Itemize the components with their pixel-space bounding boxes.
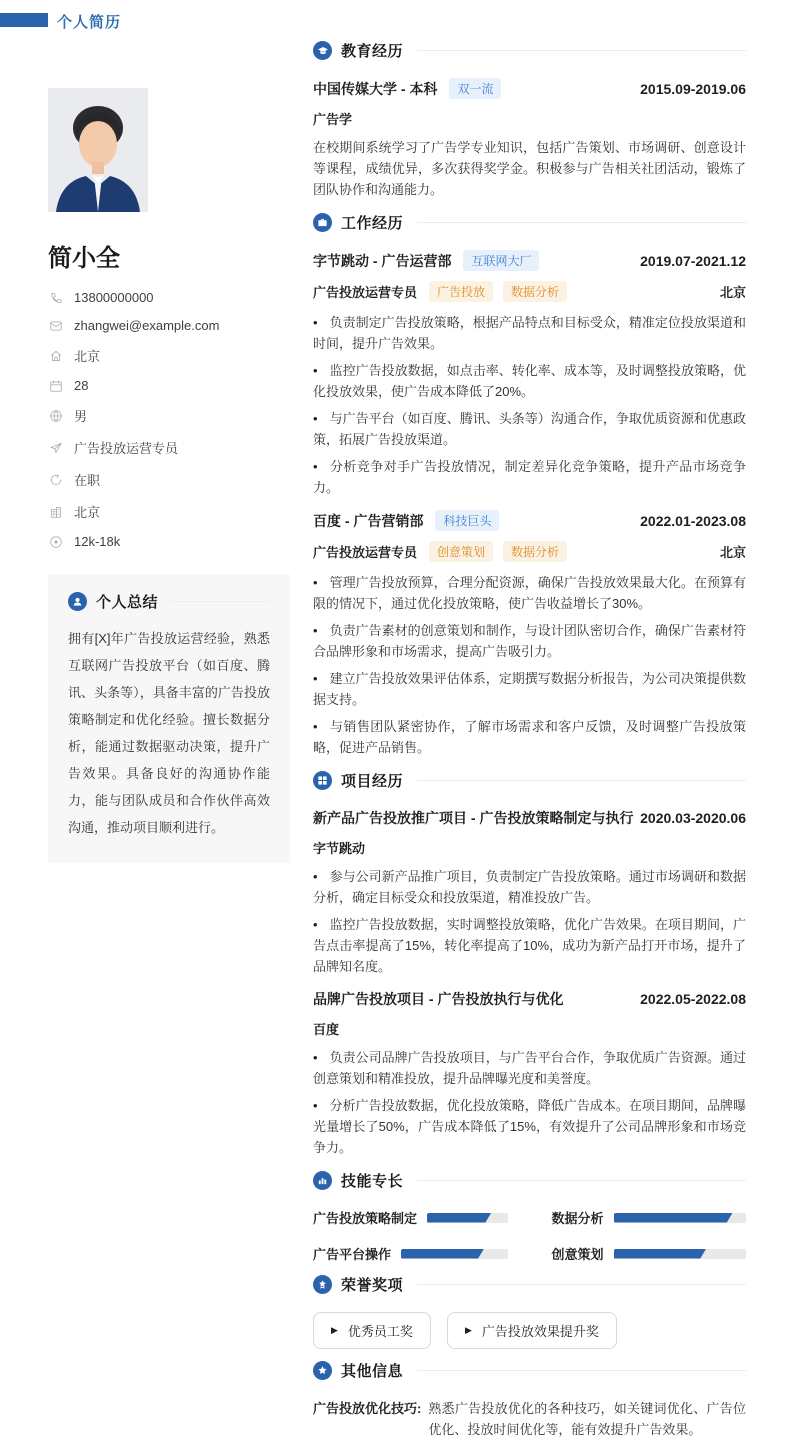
contact-value: zhangwei@example.com — [74, 318, 220, 333]
award-badge — [447, 1312, 617, 1349]
project-bullet: • 监控广告投放数据，实时调整投放策略，优化广告效果。在项目期间，广告点击率提高了15%，转化率提高了10%，成功为新产品打开市场，提升了品牌知名度。 — [313, 914, 746, 977]
building-icon — [48, 504, 63, 519]
project-bullet: • 参与公司新产品推广项目，负责制定广告投放策略。通过市场调研和数据分析，确定目标受众和投放渠道，精准投放广告。 — [313, 866, 746, 908]
bar-chart-icon — [313, 1171, 332, 1190]
divider — [417, 1180, 746, 1181]
major: 广告学 — [313, 112, 353, 127]
project-header — [313, 808, 746, 828]
skill-progress-fill — [614, 1213, 733, 1223]
profile-photo — [48, 88, 148, 212]
skill-label: 广告投放策略制定 — [313, 1211, 418, 1226]
project-name: 新产品广告投放推广项目 - 广告投放策略制定与执行 — [313, 810, 634, 826]
divider — [417, 780, 746, 781]
job-header — [313, 510, 746, 531]
play-icon: ▶ — [464, 1325, 472, 1335]
job-header — [313, 250, 746, 271]
divider — [417, 50, 746, 51]
skill-progress-track — [401, 1249, 507, 1259]
section-education — [313, 40, 746, 200]
person-icon — [68, 592, 87, 611]
award-label: 广告投放效果提升奖 — [481, 1324, 599, 1339]
company-tag: 互联网大厂 — [463, 250, 539, 271]
award-badge — [313, 1312, 431, 1349]
job-location: 北京 — [719, 545, 746, 560]
school-name: 中国传媒大学 - 本科 — [313, 80, 438, 97]
job-role: 广告投放运营专员 — [313, 545, 418, 560]
position-icon — [48, 440, 63, 455]
job-bullet: • 负责广告素材的创意策划和制作，与设计团队密切合作，确保广告素材符合品牌形象和市场需求，提高广告吸引力。 — [313, 620, 746, 662]
education-entry — [313, 78, 746, 200]
job-bullet: • 与销售团队紧密协作，了解市场需求和客户反馈，及时调整广告投放策略，促进产品销售。 — [313, 716, 746, 758]
section-skills — [313, 1170, 746, 1263]
school-tag: 双一流 — [449, 78, 501, 99]
project-header — [313, 989, 746, 1009]
award-pills — [313, 1312, 746, 1349]
email-icon — [48, 318, 63, 333]
skill-progress-track — [614, 1213, 746, 1223]
job-period: 2022.01-2023.08 — [640, 512, 746, 529]
contact-salary — [48, 534, 290, 549]
role-tag: 广告投放 — [429, 281, 493, 302]
project-name: 品牌广告投放项目 - 广告投放执行与优化 — [313, 991, 564, 1007]
skill-label: 广告平台操作 — [313, 1247, 392, 1262]
contact-age — [48, 378, 290, 393]
divider — [172, 601, 270, 602]
job-entry — [313, 250, 746, 498]
skill-item — [313, 1244, 508, 1263]
job-bullet: • 负责制定广告投放策略，根据产品特点和目标受众，精准定位投放渠道和时间，提升广告效果。 — [313, 312, 746, 354]
other-info-text: 熟悉广告投放优化的各种技巧，如关键词优化、广告位优化、投放时间优化等，能有效提升广告效果。 — [428, 1401, 746, 1437]
page-title: 个人简历 — [57, 14, 122, 31]
contact-city — [48, 502, 290, 521]
star-icon — [313, 1361, 332, 1380]
company-name: 百度 - 广告营销部 — [313, 512, 424, 529]
contact-position — [48, 438, 290, 457]
awards-header — [313, 1274, 746, 1295]
grid-icon — [313, 771, 332, 790]
section-title: 技能专长 — [341, 1173, 404, 1190]
briefcase-icon — [313, 213, 332, 232]
medal-icon — [313, 1275, 332, 1294]
skill-item — [313, 1208, 508, 1227]
graduation-cap-icon — [313, 41, 332, 60]
personal-summary-panel — [48, 574, 290, 863]
education-header — [313, 40, 746, 61]
project-period: 2022.05-2022.08 — [640, 991, 746, 1007]
contact-value: 13800000000 — [74, 290, 154, 305]
skill-progress-fill — [427, 1213, 491, 1223]
divider — [417, 1284, 746, 1285]
contact-location — [48, 346, 290, 365]
contact-gender — [48, 406, 290, 425]
section-title: 教育经历 — [341, 43, 404, 60]
company-tag: 科技巨头 — [435, 510, 499, 531]
job-location: 北京 — [719, 285, 746, 300]
education-description: 在校期间系统学习了广告学专业知识，包括广告策划、市场调研、创意设计等课程，成绩优异，多次获得奖学金。积极参与广告相关社团活动，锻炼了团队协作和沟通能力。 — [313, 140, 746, 197]
contact-value: 男 — [74, 409, 88, 424]
contact-value: 28 — [74, 378, 89, 393]
award-label: 优秀员工奖 — [347, 1324, 413, 1339]
calendar-icon — [48, 378, 63, 393]
project-bullet: • 分析广告投放数据，优化投放策略，降低广告成本。在项目期间，品牌曝光量增长了50%，广告成本降低了15%，有效提升了公司品牌形象和市场竞争力。 — [313, 1095, 746, 1158]
skill-progress-fill — [614, 1249, 707, 1259]
project-period: 2020.03-2020.06 — [640, 810, 746, 826]
project-bullet: • 负责公司品牌广告投放项目，与广告平台合作，争取优质广告资源。通过创意策划和精准投放，提升品牌曝光度和美誉度。 — [313, 1047, 746, 1089]
company-name: 字节跳动 - 广告运营部 — [313, 252, 452, 269]
divider — [417, 222, 746, 223]
project-company: 百度 — [313, 1022, 340, 1037]
other-info-row — [313, 1398, 746, 1440]
main-column — [313, 0, 746, 1451]
section-awards — [313, 1274, 746, 1349]
skill-progress-fill — [401, 1249, 484, 1259]
contact-email — [48, 318, 290, 333]
sidebar — [48, 0, 290, 1451]
salary-icon — [48, 534, 63, 549]
home-icon — [48, 348, 63, 363]
section-projects — [313, 770, 746, 1158]
skills-header — [313, 1170, 746, 1191]
contact-status — [48, 470, 290, 489]
contact-value: 在职 — [74, 473, 101, 488]
role-tag: 创意策划 — [429, 541, 493, 562]
projects-header — [313, 770, 746, 791]
section-title: 其他信息 — [341, 1363, 404, 1380]
other-header — [313, 1360, 746, 1381]
job-entry — [313, 510, 746, 758]
role-tag: 数据分析 — [503, 541, 567, 562]
project-entry — [313, 989, 746, 1158]
section-title: 项目经历 — [341, 773, 404, 790]
education-period: 2015.09-2019.06 — [640, 80, 746, 97]
header-accent-bar — [0, 13, 48, 27]
play-icon: ▶ — [331, 1325, 338, 1335]
job-role-row — [313, 281, 746, 302]
skill-item — [552, 1208, 747, 1227]
job-bullet: • 建立广告投放效果评估体系，定期撰写数据分析报告，为公司决策提供数据支持。 — [313, 668, 746, 710]
section-other — [313, 1360, 746, 1440]
contact-value: 北京 — [74, 505, 101, 520]
contact-value: 广告投放运营专员 — [74, 441, 179, 456]
candidate-name: 简小全 — [48, 245, 120, 272]
gender-icon — [48, 408, 63, 423]
skill-label: 创意策划 — [551, 1247, 604, 1262]
skill-progress-track — [614, 1249, 746, 1259]
work-header — [313, 212, 746, 233]
divider — [417, 1370, 746, 1371]
other-info-label: 广告投放优化技巧: — [313, 1401, 422, 1416]
job-bullet: • 监控广告投放数据，如点击率、转化率、成本等，及时调整投放策略，优化投放效果，使广告成本降低了20%。 — [313, 360, 746, 402]
contact-value: 12k-18k — [74, 534, 121, 549]
skills-grid — [313, 1208, 746, 1263]
skill-progress-track — [427, 1213, 507, 1223]
contact-value: 北京 — [74, 349, 101, 364]
job-period: 2019.07-2021.12 — [640, 252, 746, 269]
skill-item — [552, 1244, 747, 1263]
job-bullet: • 与广告平台（如百度、腾讯、头条等）沟通合作，争取优质资源和优惠政策，拓展广告投放渠道。 — [313, 408, 746, 450]
summary-text: 拥有[X]年广告投放运营经验，熟悉互联网广告投放平台（如百度、腾讯、头条等），具备丰富的广告投放策略制定和优化经验。擅长数据分析，能通过数据驱动决策，提升广告效果。具备良好的沟通协作能力，能与团队成员和合作伙伴高效沟通，推动项目顺利进行。 — [68, 631, 270, 835]
section-title: 荣誉奖项 — [341, 1277, 404, 1294]
job-bullet: • 管理广告投放预算，合理分配资源，确保广告投放效果最大化。在预算有限的情况下，通过优化投放策略，使广告收益增长了30%。 — [313, 572, 746, 614]
phone-icon — [48, 290, 63, 305]
project-company: 字节跳动 — [313, 841, 366, 856]
section-title: 工作经历 — [341, 215, 404, 232]
section-work — [313, 212, 746, 758]
status-icon — [48, 472, 63, 487]
project-entry — [313, 808, 746, 977]
job-role-row — [313, 541, 746, 562]
summary-title: 个人总结 — [96, 594, 159, 611]
skill-label: 数据分析 — [551, 1211, 604, 1226]
job-role: 广告投放运营专员 — [313, 285, 418, 300]
education-entry-header — [313, 78, 746, 99]
role-tag: 数据分析 — [503, 281, 567, 302]
contact-phone — [48, 290, 290, 305]
job-bullet: • 分析竞争对手广告投放情况，制定差异化竞争策略，提升产品市场竞争力。 — [313, 456, 746, 498]
summary-header — [68, 591, 270, 612]
